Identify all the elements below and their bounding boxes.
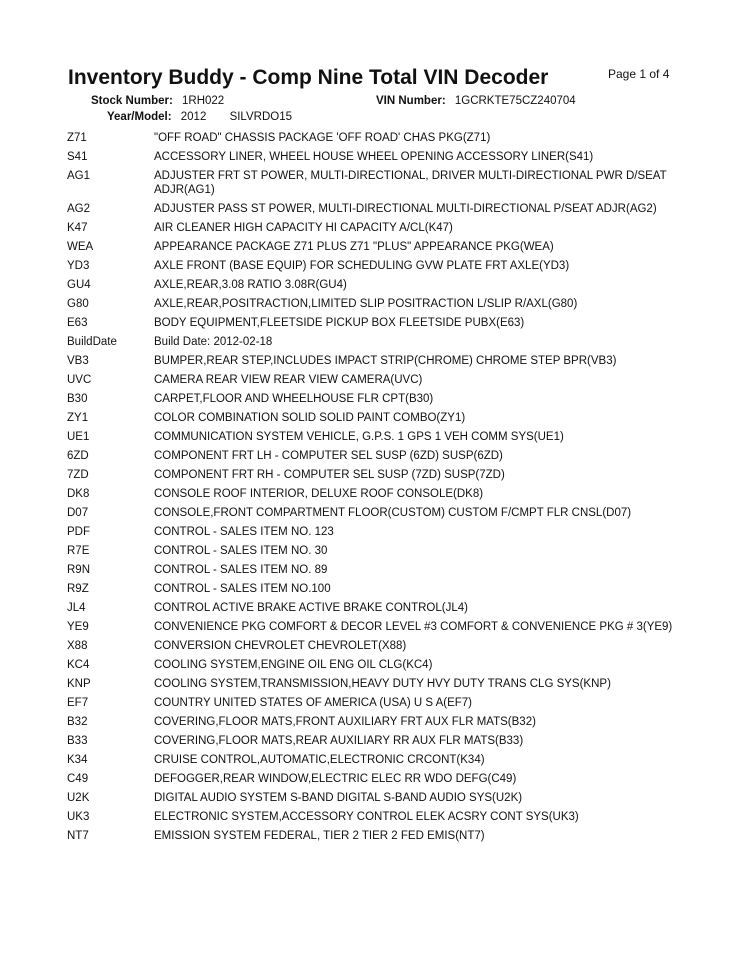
option-code: UK3 [67, 811, 90, 823]
option-description: CONTROL ACTIVE BRAKE ACTIVE BRAKE CONTROL(JL4) [154, 602, 468, 614]
option-code: R7E [67, 545, 90, 557]
option-code: K47 [67, 222, 88, 234]
list-item [67, 240, 687, 254]
option-code: GU4 [67, 279, 91, 291]
option-description: AXLE,REAR,POSITRACTION,LIMITED SLIP POSITRACTION L/SLIP R/AXL(G80) [154, 298, 578, 310]
option-code: B32 [67, 716, 88, 728]
option-code: JL4 [67, 602, 86, 614]
option-description: AXLE FRONT (BASE EQUIP) FOR SCHEDULING GVW PLATE FRT AXLE(YD3) [154, 260, 570, 272]
option-code: UE1 [67, 431, 90, 443]
option-code: YE9 [67, 621, 89, 633]
option-code: E63 [67, 317, 88, 329]
year-model-label: Year/Model: [107, 111, 172, 123]
year-model [107, 111, 292, 123]
option-description: CONVERSION CHEVROLET CHEVROLET(X88) [154, 640, 407, 652]
vin-number-label: VIN Number: [376, 95, 446, 107]
list-item [67, 468, 687, 482]
option-description: DEFOGGER,REAR WINDOW,ELECTRIC ELEC RR WDO DEFG(C49) [154, 773, 517, 785]
option-description: CONTROL - SALES ITEM NO. 123 [154, 526, 334, 538]
list-item [67, 620, 687, 634]
option-code: G80 [67, 298, 89, 310]
option-code: AG1 [67, 170, 91, 182]
option-code: C49 [67, 773, 89, 785]
option-code: B30 [67, 393, 88, 405]
option-description: BODY EQUIPMENT,FLEETSIDE PICKUP BOX FLEETSIDE PUBX(E63) [154, 317, 525, 329]
option-description: COMPONENT FRT LH - COMPUTER SEL SUSP (6ZD) SUSP(6ZD) [154, 450, 503, 462]
list-item [67, 202, 687, 216]
list-item [67, 734, 687, 748]
list-item [67, 525, 687, 539]
option-code: EF7 [67, 697, 89, 709]
option-description: CONTROL - SALES ITEM NO. 30 [154, 545, 328, 557]
list-item [67, 563, 687, 577]
option-code: NT7 [67, 830, 89, 842]
option-code: R9Z [67, 583, 89, 595]
list-item [67, 392, 687, 406]
option-code: S41 [67, 151, 88, 163]
option-code-list [67, 131, 687, 848]
option-description: ELECTRONIC SYSTEM,ACCESSORY CONTROL ELEK ACSRY CONT SYS(UK3) [154, 811, 579, 823]
list-item [67, 772, 687, 786]
list-item [67, 544, 687, 558]
list-item [67, 373, 687, 387]
option-code: ZY1 [67, 412, 89, 424]
option-description: COOLING SYSTEM,ENGINE OIL ENG OIL CLG(KC4) [154, 659, 433, 671]
option-code: PDF [67, 526, 90, 538]
list-item [67, 829, 687, 843]
vin-number [376, 95, 576, 107]
stock-number-value: 1RH022 [182, 95, 225, 107]
option-description: COOLING SYSTEM,TRANSMISSION,HEAVY DUTY HVY DUTY TRANS CLG SYS(KNP) [154, 678, 611, 690]
list-item [67, 810, 687, 824]
list-item [67, 411, 687, 425]
list-item [67, 639, 687, 653]
option-code: D07 [67, 507, 89, 519]
list-item [67, 150, 687, 164]
option-description: BUMPER,REAR STEP,INCLUDES IMPACT STRIP(CHROME) CHROME STEP BPR(VB3) [154, 355, 617, 367]
option-description: CRUISE CONTROL,AUTOMATIC,ELECTRONIC CRCONT(K34) [154, 754, 485, 766]
option-description: CONVENIENCE PKG COMFORT & DECOR LEVEL #3 COMFORT & CONVENIENCE PKG # 3(YE9) [154, 621, 673, 633]
option-description: CAMERA REAR VIEW REAR VIEW CAMERA(UVC) [154, 374, 423, 386]
option-description: COMMUNICATION SYSTEM VEHICLE, G.P.S. 1 GPS 1 VEH COMM SYS(UE1) [154, 431, 564, 443]
option-description: CONSOLE ROOF INTERIOR, DELUXE ROOF CONSOLE(DK8) [154, 488, 484, 500]
list-item [67, 354, 687, 368]
option-description: COMPONENT FRT RH - COMPUTER SEL SUSP (7ZD) SUSP(7ZD) [154, 469, 505, 481]
option-code: KNP [67, 678, 91, 690]
year-value: 2012 [180, 111, 207, 123]
option-code: DK8 [67, 488, 90, 500]
option-description: CONTROL - SALES ITEM NO.100 [154, 583, 331, 595]
option-description: "OFF ROAD" CHASSIS PACKAGE 'OFF ROAD' CHAS PKG(Z71) [154, 132, 491, 144]
option-code: AG2 [67, 203, 91, 215]
list-item [67, 131, 687, 145]
stock-number-label: Stock Number: [91, 95, 173, 107]
option-description: DIGITAL AUDIO SYSTEM S-BAND DIGITAL S-BAND AUDIO SYS(U2K) [154, 792, 523, 804]
option-code: 7ZD [67, 469, 89, 481]
option-description: ADJUSTER FRT ST POWER, MULTI-DIRECTIONAL, DRIVER MULTI-DIRECTIONAL PWR D/SEAT ADJR(AG1) [154, 170, 667, 196]
option-description: Build Date: 2012-02-18 [154, 336, 273, 348]
list-item [67, 582, 687, 596]
option-description: COUNTRY UNITED STATES OF AMERICA (USA) U S A(EF7) [154, 697, 472, 709]
list-item [67, 791, 687, 805]
list-item [67, 169, 687, 197]
model-value: SILVRDO15 [229, 111, 292, 123]
option-code: 6ZD [67, 450, 89, 462]
list-item [67, 753, 687, 767]
option-description: COVERING,FLOOR MATS,REAR AUXILIARY RR AUX FLR MATS(B33) [154, 735, 524, 747]
option-code: KC4 [67, 659, 90, 671]
option-description: CONTROL - SALES ITEM NO. 89 [154, 564, 328, 576]
option-code: UVC [67, 374, 92, 386]
list-item [67, 601, 687, 615]
list-item [67, 677, 687, 691]
list-item [67, 335, 687, 349]
list-item [67, 696, 687, 710]
list-item [67, 449, 687, 463]
vin-number-value: 1GCRKTE75CZ240704 [454, 95, 576, 107]
list-item [67, 278, 687, 292]
list-item [67, 658, 687, 672]
option-code: X88 [67, 640, 88, 652]
list-item [67, 259, 687, 273]
option-description: COLOR COMBINATION SOLID SOLID PAINT COMBO(ZY1) [154, 412, 466, 424]
option-code: WEA [67, 241, 94, 253]
list-item [67, 430, 687, 444]
list-item [67, 316, 687, 330]
option-code: YD3 [67, 260, 90, 272]
list-item [67, 506, 687, 520]
document-title: Inventory Buddy - Comp Nine Total VIN Decoder [68, 66, 549, 89]
option-description: COVERING,FLOOR MATS,FRONT AUXILIARY FRT AUX FLR MATS(B32) [154, 716, 536, 728]
option-description: APPEARANCE PACKAGE Z71 PLUS Z71 "PLUS" APPEARANCE PKG(WEA) [154, 241, 554, 253]
option-code: VB3 [67, 355, 89, 367]
option-code: R9N [67, 564, 91, 576]
option-code: BuildDate [67, 336, 117, 348]
option-code: U2K [67, 792, 90, 804]
option-description: ADJUSTER PASS ST POWER, MULTI-DIRECTIONAL MULTI-DIRECTIONAL P/SEAT ADJR(AG2) [154, 203, 657, 215]
option-description: AXLE,REAR,3.08 RATIO 3.08R(GU4) [154, 279, 347, 291]
list-item [67, 221, 687, 235]
option-description: AIR CLEANER HIGH CAPACITY HI CAPACITY A/CL(K47) [154, 222, 453, 234]
option-code: B33 [67, 735, 88, 747]
option-description: CONSOLE,FRONT COMPARTMENT FLOOR(CUSTOM) CUSTOM F/CMPT FLR CNSL(D07) [154, 507, 632, 519]
list-item [67, 487, 687, 501]
page-number: Page 1 of 4 [608, 67, 670, 81]
list-item [67, 715, 687, 729]
stock-number [91, 95, 224, 107]
option-description: CARPET,FLOOR AND WHEELHOUSE FLR CPT(B30) [154, 393, 434, 405]
option-description: ACCESSORY LINER, WHEEL HOUSE WHEEL OPENING ACCESSORY LINER(S41) [154, 151, 594, 163]
option-code: K34 [67, 754, 88, 766]
option-code: Z71 [67, 132, 87, 144]
list-item [67, 297, 687, 311]
option-description: EMISSION SYSTEM FEDERAL, TIER 2 TIER 2 FED EMIS(NT7) [154, 830, 485, 842]
